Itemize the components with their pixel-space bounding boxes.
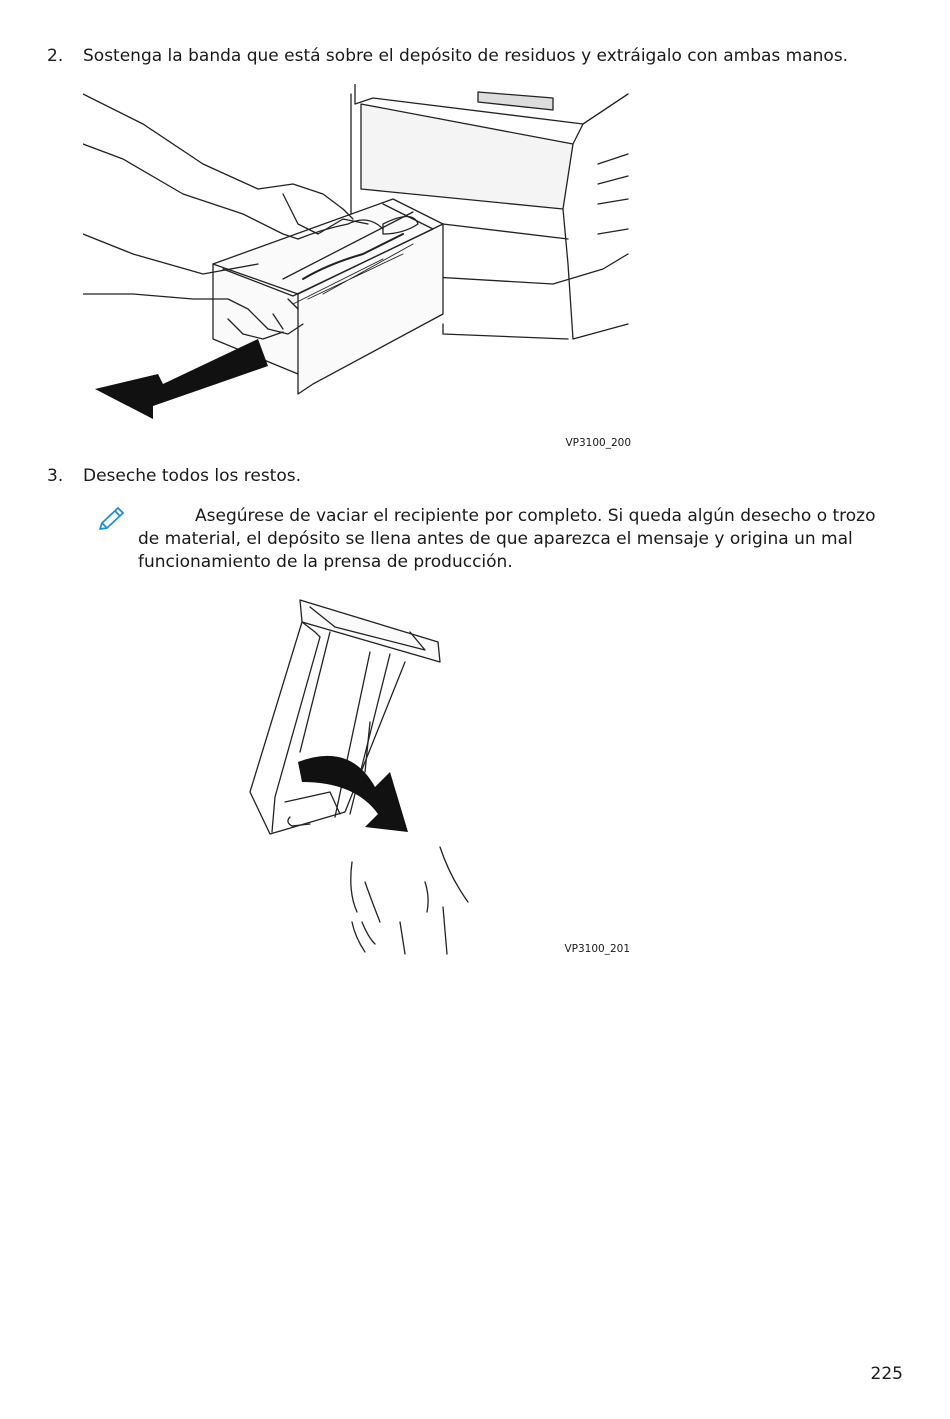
figure-label: VP3100_200 (565, 437, 631, 449)
figure-label: VP3100_201 (564, 943, 630, 955)
waste-tray-illustration (83, 84, 631, 454)
step-number: 3. (47, 466, 64, 486)
step-3 (47, 465, 907, 489)
note (96, 505, 896, 575)
step-number: 2. (47, 46, 64, 66)
pencil-icon (96, 505, 126, 533)
empty-tray-illustration (240, 592, 632, 958)
note-text: Asegúrese de vaciar el recipiente por completo. Si queda algún desecho o trozo de material, el depósito se llena antes de que aparezca el mensaje y origina un mal funcionamiento de la prensa de producción. (138, 506, 876, 572)
figure-empty-tray (240, 592, 632, 958)
figure-pull-waste-tray (83, 84, 631, 454)
step-text: Sostenga la banda que está sobre el depósito de residuos y extráigalo con ambas manos. (83, 46, 849, 66)
step-2 (47, 45, 907, 69)
step-text: Deseche todos los restos. (83, 466, 302, 486)
page-number: 225 (870, 1364, 903, 1384)
